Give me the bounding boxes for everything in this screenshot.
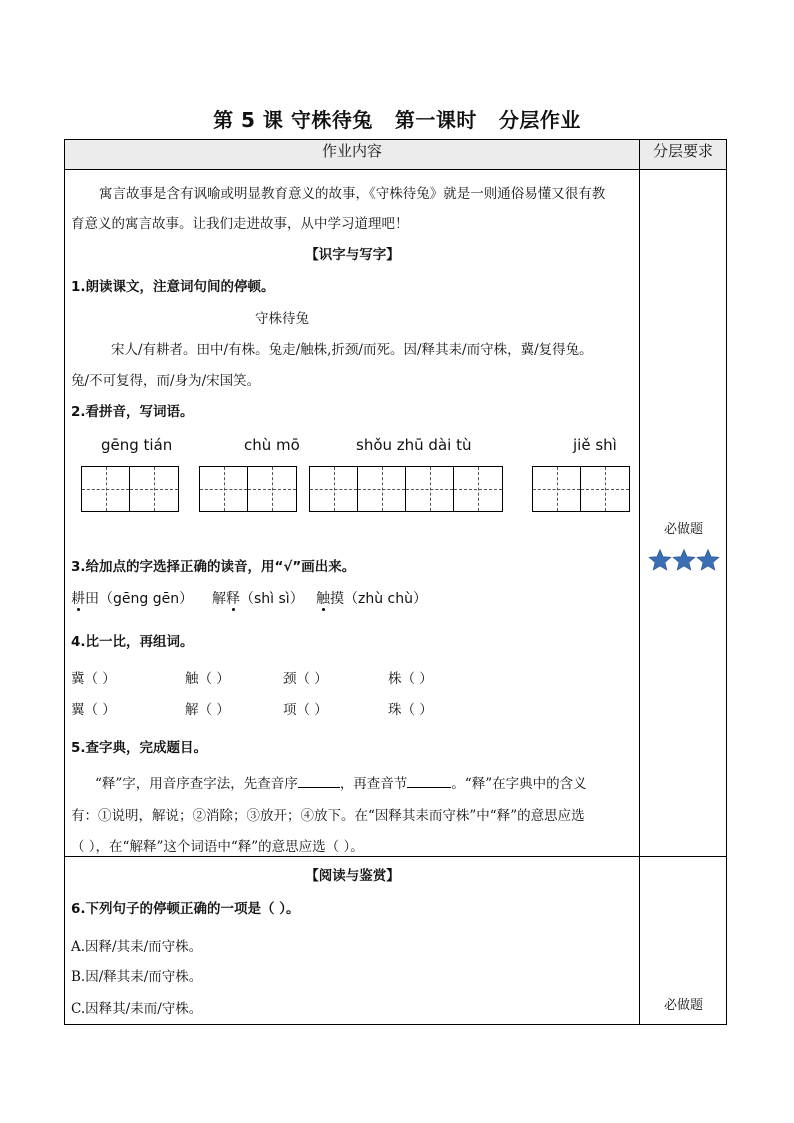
q4-title: 4.比一比，再组词。 [71, 634, 194, 650]
intro-line-1: 寓言故事是含有讽喻或明显教育意义的故事，《守株待兔》就是一则通俗易懂又很有教 [99, 186, 606, 202]
dotted-char-chu: 触 [316, 591, 330, 607]
header-content: 作业内容 [65, 140, 640, 170]
q5-line-2: 有：①说明，解说；②消除；③放开；④放下。在“因释其耒而守株”中“释”的意思应选 [71, 808, 585, 824]
poem-title: 守株待兔 [255, 311, 309, 327]
q6-option-b[interactable]: B.因/释其耒/而守株。 [71, 969, 203, 985]
requirement-label-2: 必做题 [663, 998, 703, 1013]
q4-row2-item3[interactable]: 项（ ） [283, 702, 328, 718]
writing-grid-2[interactable] [199, 466, 297, 512]
q4-row1-item3[interactable]: 颈（ ） [283, 671, 328, 687]
q4-row1-item2[interactable]: 触（ ） [185, 671, 230, 687]
q3-item-1 [71, 588, 193, 608]
dotted-char-shi: 释 [226, 591, 240, 607]
blank-yinxu[interactable] [298, 773, 340, 788]
title-period: 第一课时 [394, 108, 477, 132]
q3-item-2-options[interactable]: （shì sì） [240, 591, 304, 607]
section-reading [65, 857, 640, 1025]
writing-grid-4[interactable] [532, 466, 630, 512]
q5-line-1-a: “释”字，用音序查字法，先查音序 [95, 776, 298, 792]
q5-title: 5.查字典，完成题目。 [71, 740, 208, 756]
requirement-cell-2 [640, 857, 727, 1025]
q4-row2-item1[interactable]: 翼（ ） [71, 702, 116, 718]
requirement-cell-1 [640, 170, 727, 857]
q3-item-2-char: 解 [212, 591, 226, 607]
q3-item-3 [316, 588, 427, 608]
q5-line-1-b: ，再查音节 [339, 776, 408, 792]
q3-item-1-options[interactable]: 田（gēng gēn） [85, 591, 194, 607]
q2-title: 2.看拼音，写词语。 [71, 404, 194, 420]
dotted-char-geng: 耕 [71, 591, 85, 607]
writing-grid-1[interactable] [81, 466, 179, 512]
q4-row1-item1[interactable]: 冀（ ） [71, 671, 116, 687]
section-literacy [65, 170, 640, 857]
homework-table [64, 139, 727, 1025]
section-heading-reading: 【阅读与鉴赏】 [305, 868, 400, 884]
q6-option-c[interactable]: C.因释其/耒而/守株。 [71, 1001, 203, 1017]
writing-grid-3[interactable] [309, 466, 503, 512]
q3-title: 3.给加点的字选择正确的读音，用“√”画出来。 [71, 559, 356, 575]
difficulty-stars [648, 548, 720, 572]
q4-row2-item2[interactable]: 解（ ） [185, 702, 230, 718]
q3-item-3-options[interactable]: 摸（zhù chù） [330, 591, 427, 607]
section-heading-literacy: 【识字与写字】 [305, 247, 400, 263]
q4-row1-item4[interactable]: 株（ ） [388, 671, 433, 687]
poem-line-2: 兔/不可复得，而/身为/宋国笑。 [71, 373, 261, 389]
star-icon [696, 548, 720, 572]
blank-yinjie[interactable] [407, 773, 451, 788]
q5-line-1-c: 。“释”在字典中的含义 [451, 776, 587, 792]
header-requirement: 分层要求 [640, 140, 727, 170]
title-lesson: 第 5 课 守株待兔 [213, 108, 373, 132]
poem-line-1: 宋人/有耕者。田中/有株。兔走/触株,折颈/而死。因/释其耒/而守株，冀/复得兔。 [111, 342, 593, 358]
page-title [0, 104, 794, 133]
q6-title: 6.下列句子的停顿正确的一项是（ ）。 [71, 901, 300, 917]
q4-row2-item4[interactable]: 珠（ ） [388, 702, 433, 718]
star-icon [672, 548, 696, 572]
pinyin-2: chù mō [244, 436, 300, 454]
title-type: 分层作业 [498, 108, 581, 132]
q6-option-a[interactable]: A.因释/其耒/而守株。 [71, 939, 203, 955]
pinyin-4: jiě shì [573, 436, 617, 454]
requirement-label-1: 必做题 [663, 522, 703, 537]
q1-title: 1.朗读课文，注意词句间的停顿。 [71, 279, 275, 295]
star-icon [648, 548, 672, 572]
q5-line-1 [95, 772, 587, 792]
intro-line-2: 育意义的寓言故事。让我们走进故事，从中学习道理吧！ [71, 216, 409, 232]
pinyin-1: gēng tián [101, 436, 173, 454]
q5-line-3[interactable]: （ ），在“解释”这个词语中“释”的意思应选（ ）。 [71, 839, 364, 855]
q3-item-2 [212, 588, 304, 608]
pinyin-3: shǒu zhū dài tù [356, 436, 472, 454]
